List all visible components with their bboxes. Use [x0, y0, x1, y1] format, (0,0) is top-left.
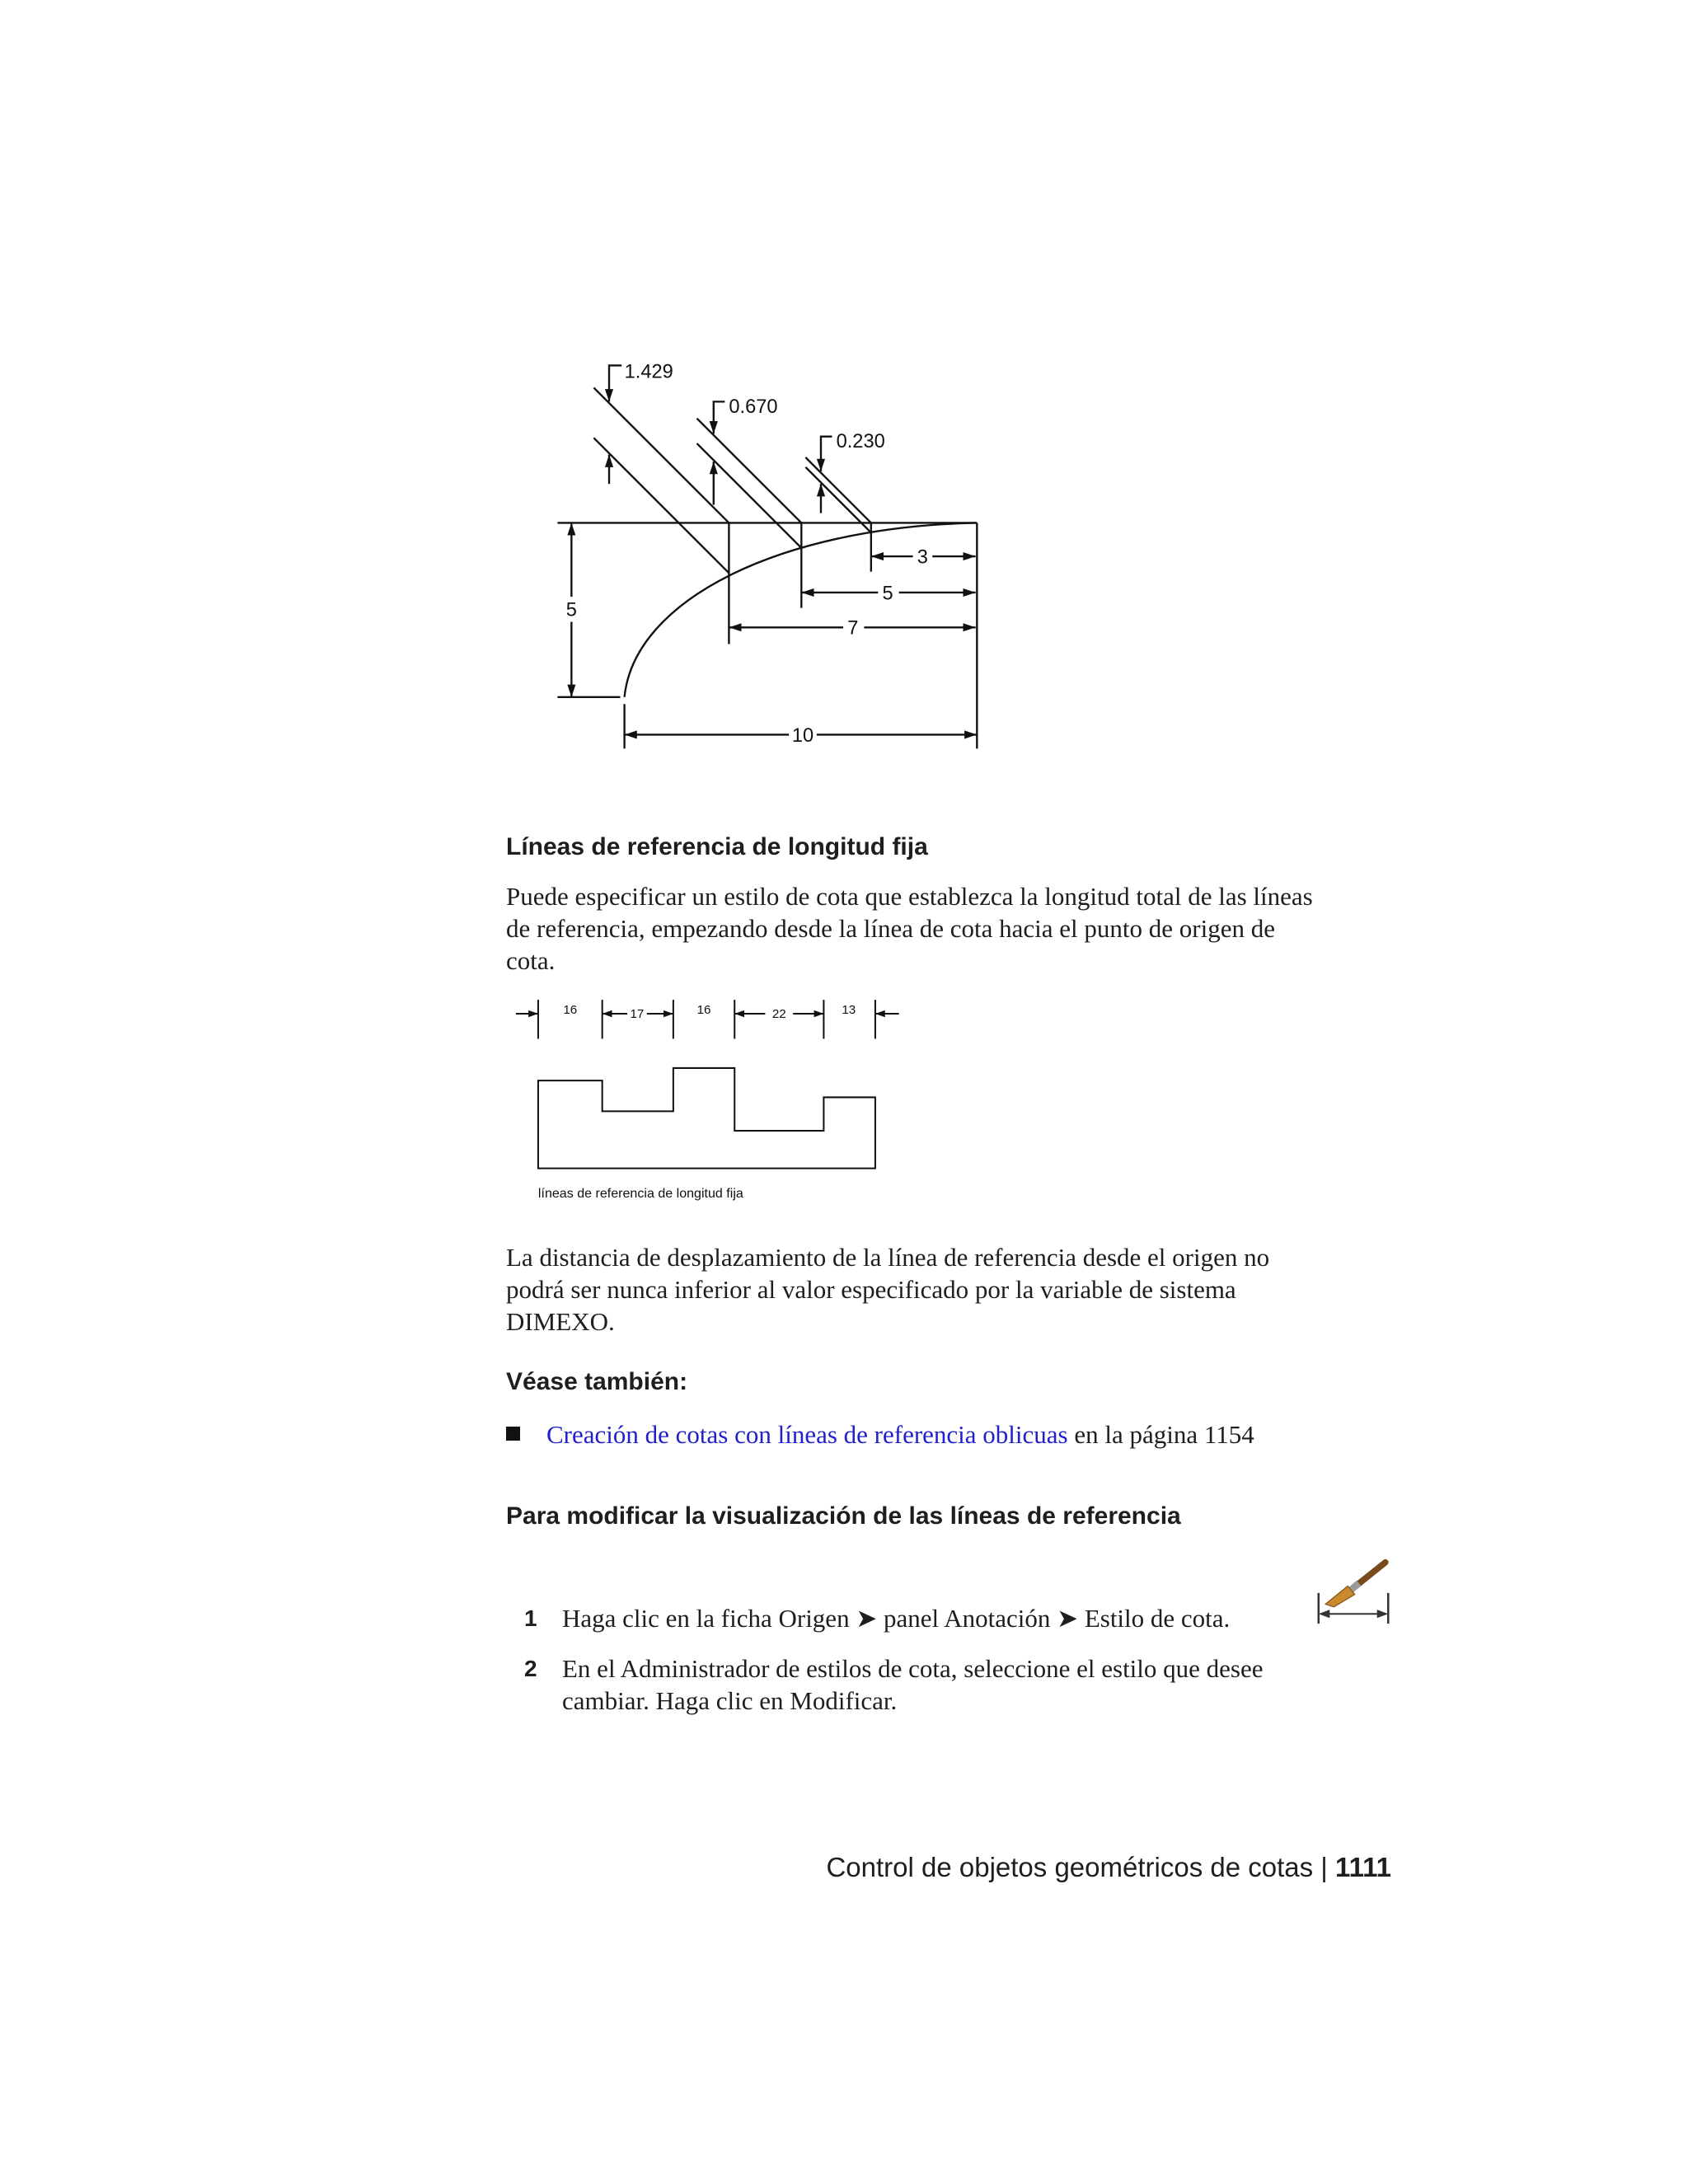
step-line: En el Administrador de estilos de cota, seleccione el estilo que desee	[562, 1654, 1264, 1683]
paragraph-line: La distancia de desplazamiento de la línea de referencia desde el origen no	[506, 1243, 1270, 1272]
dim-label: 16	[696, 1003, 711, 1018]
paragraph	[506, 1241, 1269, 1338]
step-line: cambiar. Haga clic en Modificar.	[562, 1686, 898, 1715]
brush-bristles	[1325, 1586, 1354, 1606]
paragraph-line: de referencia, empezando desde la línea de cota hacia el punto de origen de	[506, 914, 1275, 943]
icon-arrowhead	[1319, 1610, 1330, 1618]
leader-arrow	[714, 401, 725, 434]
paragraph	[506, 880, 1313, 977]
procedure-heading: Para modificar la visualización de las líneas de referencia	[506, 1502, 1181, 1530]
page-reference: en la página 1154	[1067, 1420, 1254, 1449]
dim-label: 10	[791, 724, 814, 747]
see-also-item	[546, 1418, 1254, 1451]
oblique-line	[697, 443, 802, 548]
step-text	[562, 1652, 1264, 1717]
step-number: 1	[524, 1605, 537, 1631]
dim-label: 5	[882, 583, 893, 605]
cross-reference-link[interactable]: Creación de cotas con líneas de referencia oblicuas	[546, 1420, 1068, 1449]
bullet-square-icon	[506, 1427, 520, 1441]
oblique-line	[593, 438, 729, 573]
dim-label: 3	[917, 546, 928, 569]
dim-label: 22	[771, 1007, 786, 1022]
dim-label: 13	[842, 1003, 856, 1018]
oblique-dimension-figure	[551, 349, 996, 760]
footer-separator: |	[1320, 1852, 1328, 1882]
brush-ferrule	[1351, 1583, 1359, 1590]
icon-arrowhead	[1377, 1610, 1389, 1618]
page-footer	[826, 1850, 1391, 1885]
step-line: Haga clic en la ficha Origen ➤ panel Anotación ➤ Estilo de cota.	[562, 1604, 1231, 1633]
paragraph-line: podrá ser nunca inferior al valor especificado por la variable de sistema	[506, 1275, 1236, 1304]
oblique-label: 0.230	[836, 431, 885, 453]
paragraph-line: cota.	[506, 946, 556, 975]
see-also-heading: Véase también:	[506, 1368, 688, 1395]
figure-caption: líneas de referencia de longitud fija	[537, 1186, 743, 1202]
section-heading: Líneas de referencia de longitud fija	[506, 833, 928, 860]
dim-label: 16	[563, 1003, 578, 1018]
oblique-line	[805, 457, 870, 523]
step-text	[562, 1602, 1230, 1634]
paragraph-line: DIMEXO.	[506, 1307, 615, 1336]
vertical-dim-label: 5	[565, 599, 577, 621]
leader-arrow	[821, 437, 832, 471]
dim-label: 7	[847, 617, 859, 640]
paragraph-line: Puede especificar un estilo de cota que establezca la longitud total de las líneas	[506, 882, 1313, 911]
page-number: 1111	[1335, 1852, 1391, 1882]
oblique-label: 1.429	[624, 361, 673, 383]
fixed-length-extension-figure	[502, 990, 920, 1213]
dimension-style-icon	[1313, 1555, 1394, 1625]
step-number: 2	[524, 1656, 537, 1681]
stepped-profile	[538, 1068, 875, 1169]
brush-handle	[1357, 1563, 1386, 1585]
footer-title: Control de objetos geométricos de cotas	[826, 1852, 1314, 1882]
leader-arrow	[609, 365, 621, 401]
oblique-label: 0.670	[729, 396, 778, 418]
dim-label: 17	[630, 1007, 645, 1022]
